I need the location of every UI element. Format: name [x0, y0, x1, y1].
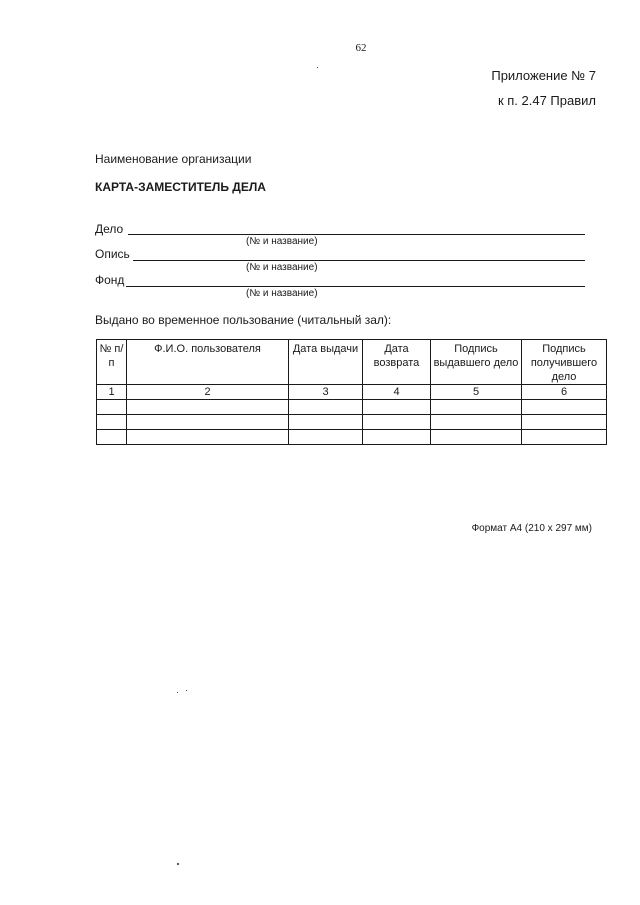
scan-speck — [317, 67, 318, 68]
table-cell[interactable] — [522, 415, 607, 430]
table-cell[interactable] — [522, 400, 607, 415]
table-row — [97, 430, 607, 445]
fund-field-hint: (№ и название) — [246, 288, 318, 299]
case-field-line[interactable] — [128, 234, 585, 235]
scan-speck — [177, 692, 178, 693]
table-cell[interactable] — [431, 400, 522, 415]
organization-name-label: Наименование организации — [95, 152, 252, 166]
table-cell[interactable] — [363, 415, 431, 430]
issued-for-temporary-use-label: Выдано во временное пользование (читальный зал): — [95, 313, 392, 327]
table-cell[interactable] — [289, 415, 363, 430]
inventory-field-hint: (№ и название) — [246, 262, 318, 273]
document-title: КАРТА-ЗАМЕСТИТЕЛЬ ДЕЛА — [95, 180, 266, 194]
appendix-reference: к п. 2.47 Правил — [497, 93, 596, 108]
table-cell[interactable] — [363, 400, 431, 415]
table-cell[interactable] — [363, 430, 431, 445]
column-number: 6 — [522, 385, 607, 400]
fund-field-line[interactable] — [126, 286, 585, 287]
case-field-hint: (№ и название) — [246, 236, 318, 247]
table-cell[interactable] — [127, 430, 289, 445]
table-row — [97, 400, 607, 415]
table-cell[interactable] — [97, 430, 127, 445]
column-number: 1 — [97, 385, 127, 400]
table-cell[interactable] — [97, 400, 127, 415]
page-number: 62 — [355, 42, 367, 54]
header-row-number: № п/п — [97, 340, 127, 385]
table-cell[interactable] — [127, 415, 289, 430]
header-recipient-signature: Подпись получившего дело — [522, 340, 607, 385]
paper-format-note: Формат А4 (210 х 297 мм) — [471, 523, 592, 534]
table-cell[interactable] — [522, 430, 607, 445]
scan-speck — [186, 690, 187, 691]
header-user-name: Ф.И.О. пользователя — [127, 340, 289, 385]
column-number: 3 — [289, 385, 363, 400]
table-cell[interactable] — [127, 400, 289, 415]
table-cell[interactable] — [289, 430, 363, 445]
appendix-title: Приложение № 7 — [491, 68, 596, 83]
inventory-field-label: Опись — [95, 247, 130, 261]
inventory-field-line[interactable] — [133, 260, 585, 261]
header-issuer-signature: Подпись выдавшего дело — [431, 340, 522, 385]
table-header-row — [97, 340, 607, 385]
column-number: 5 — [431, 385, 522, 400]
table-cell[interactable] — [431, 430, 522, 445]
table-cell[interactable] — [431, 415, 522, 430]
column-number: 4 — [363, 385, 431, 400]
case-field-label: Дело — [95, 222, 124, 236]
issue-register-table — [96, 339, 607, 445]
header-return-date: Дата возврата — [363, 340, 431, 385]
column-number: 2 — [127, 385, 289, 400]
table-cell[interactable] — [97, 415, 127, 430]
table-cell[interactable] — [289, 400, 363, 415]
fund-field-label: Фонд — [95, 273, 125, 287]
column-number-row — [97, 385, 607, 400]
table-row — [97, 415, 607, 430]
scan-speck — [177, 863, 179, 865]
header-issue-date: Дата выдачи — [289, 340, 363, 385]
